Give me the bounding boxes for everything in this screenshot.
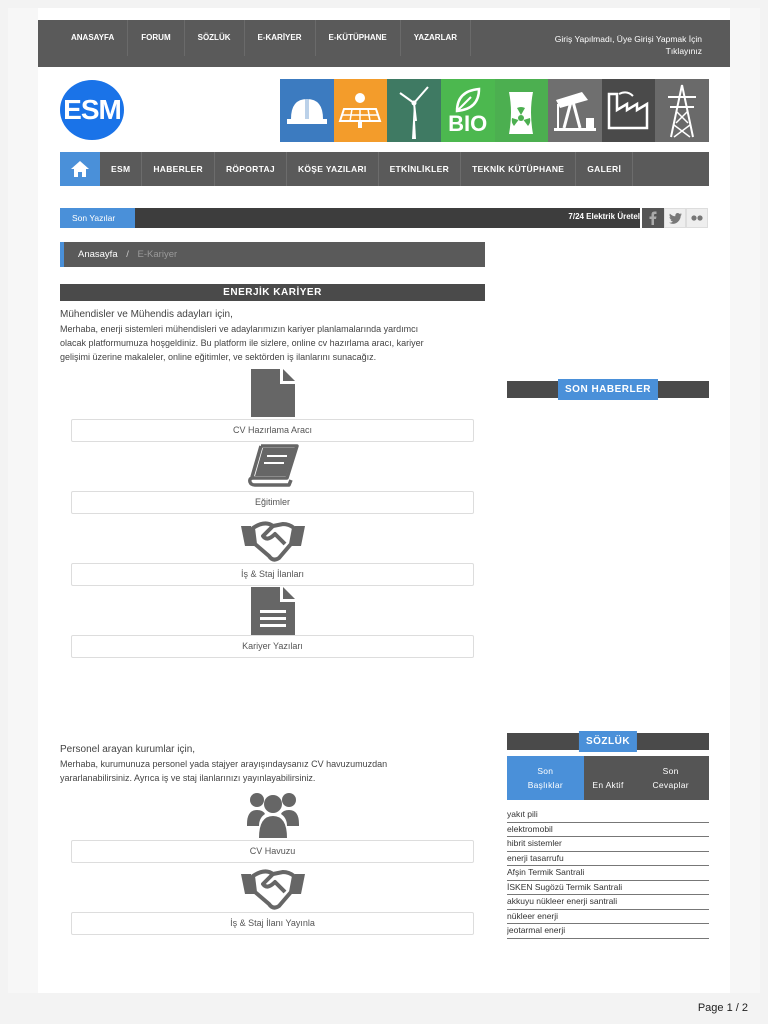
nav-galeri[interactable]: GALERİ (576, 152, 633, 186)
handshake-icon[interactable] (71, 518, 474, 562)
nav-kose-yazilari[interactable]: KÖŞE YAZILARI (287, 152, 379, 186)
employer-intro (60, 743, 485, 785)
top-nav-ekutuphane[interactable]: E-KÜTÜPHANE (316, 20, 401, 56)
intro-lead: Mühendisler ve Mühendis adayları için, (60, 309, 233, 320)
top-nav-yazarlar[interactable]: YAZARLAR (401, 20, 471, 56)
nav-teknik-kutuphane[interactable]: TEKNİK KÜTÜPHANE (461, 152, 576, 186)
handshake-icon[interactable] (71, 866, 474, 910)
bio-label: BIO (448, 110, 488, 136)
flickr-icon[interactable] (686, 208, 708, 228)
list-item[interactable]: akkuyu nükleer enerji santrali (507, 895, 709, 910)
book-icon[interactable] (71, 444, 474, 488)
tab-en-aktif[interactable]: En Aktif (592, 780, 624, 790)
sozluk-list (507, 808, 709, 939)
article-icon[interactable] (71, 586, 474, 636)
son-haberler-header (507, 381, 709, 398)
list-item[interactable]: hibrit sistemler (507, 837, 709, 852)
employer-line-1: Merhaba, kurumunuza personel yada stajyer arayışındaysanız CV havuzumuzdan (60, 759, 388, 769)
login-line-1: Giriş Yapılmadı, Üye Girişi Yapmak İçin (554, 34, 702, 44)
list-item[interactable]: Afşin Termik Santrali (507, 866, 709, 881)
top-nav-forum[interactable]: FORUM (128, 20, 184, 56)
employer-lead: Personel arayan kurumlar için, (60, 744, 196, 755)
post-job-button[interactable]: İş & Staj İlanı Yayınla (71, 912, 474, 935)
ticker-headline[interactable]: 7/24 Elektrik Üretel (568, 212, 640, 221)
nav-etkinlikler[interactable]: ETKİNLİKLER (379, 152, 462, 186)
energy-banner[interactable] (280, 79, 709, 142)
facebook-icon[interactable] (642, 208, 664, 228)
login-link[interactable] (512, 33, 702, 57)
bio-icon (441, 79, 495, 142)
left-margin (8, 8, 38, 993)
home-icon (70, 160, 90, 178)
document-icon[interactable] (71, 368, 474, 418)
top-nav-ekariyer[interactable]: E-KARİYER (245, 20, 316, 56)
nav-esm[interactable]: ESM (100, 152, 142, 186)
page-indicator: Page 1 / 2 (697, 1002, 748, 1014)
tab-son-basliklar[interactable]: Son Başlıklar (507, 756, 584, 800)
users-group-icon[interactable] (71, 790, 474, 840)
factory-icon (602, 79, 656, 142)
breadcrumb-current: E-Kariyer (137, 249, 178, 260)
sozluk-tabs (507, 756, 709, 800)
solar-panel-icon (334, 79, 388, 142)
social-links (642, 208, 708, 228)
list-item[interactable]: yakıt pili (507, 808, 709, 823)
top-nav-anasayfa[interactable]: ANASAYFA (58, 20, 128, 56)
news-ticker (60, 208, 640, 228)
top-nav (58, 20, 471, 56)
intro-line-3: gelişimi üzerine makaleler, online eğitimler, ve sektörden iş ilanlarını sunacağız. (60, 352, 377, 362)
sozluk-title: SÖZLÜK (579, 731, 637, 752)
cv-tool-button[interactable]: CV Hazırlama Aracı (71, 419, 474, 442)
nuclear-icon (495, 79, 549, 142)
oil-pump-icon (548, 79, 602, 142)
trainings-button[interactable]: Eğitimler (71, 491, 474, 514)
twitter-icon[interactable] (664, 208, 686, 228)
home-button[interactable] (60, 152, 100, 186)
tab-son-cevaplar[interactable]: Son Cevaplar (652, 766, 689, 790)
list-item[interactable]: elektromobil (507, 823, 709, 838)
list-item[interactable]: jeotarmal enerji (507, 924, 709, 939)
right-margin (730, 8, 760, 993)
top-bar (38, 20, 730, 67)
power-tower-icon (655, 79, 709, 142)
son-haberler-title: SON HABERLER (558, 379, 658, 400)
ticker-label: Son Yazılar (60, 208, 135, 228)
list-item[interactable]: İSKEN Sugözü Termik Santrali (507, 881, 709, 896)
career-articles-button[interactable]: Kariyer Yazıları (71, 635, 474, 658)
wind-turbine-icon (387, 79, 441, 142)
breadcrumb-separator: / (126, 249, 129, 260)
breadcrumb-home[interactable]: Anasayfa (78, 249, 118, 260)
intro-line-1: Merhaba, enerji sistemleri mühendisleri ve adaylarımızın kariyer planlamalarında yardımcı (60, 324, 419, 334)
sozluk-header (507, 733, 709, 750)
intro-text (60, 308, 485, 364)
intro-line-2: olacak platformumuza hoşgeldiniz. Bu platform ile sizlere, online cv hazırlama aracı, kariyer (60, 338, 424, 348)
section-title: ENERJİK KARİYER (60, 284, 485, 301)
nav-haberler[interactable]: HABERLER (142, 152, 215, 186)
nav-roportaj[interactable]: RÖPORTAJ (215, 152, 287, 186)
employer-line-2: yararlanabilirsiniz. Ayrıca iş ve staj ilanlarınızı yayınlayabilirsiniz. (60, 773, 316, 783)
list-item[interactable]: enerji tasarrufu (507, 852, 709, 867)
breadcrumb (60, 242, 485, 267)
cv-pool-button[interactable]: CV Havuzu (71, 840, 474, 863)
login-line-2: Tıklayınız (665, 46, 702, 56)
helmet-icon (280, 79, 334, 142)
list-item[interactable]: nükleer enerji (507, 910, 709, 925)
job-listings-button[interactable]: İş & Staj İlanları (71, 563, 474, 586)
esm-logo[interactable]: ESM (60, 80, 124, 140)
top-nav-sozluk[interactable]: SÖZLÜK (185, 20, 245, 56)
main-nav (60, 152, 709, 186)
